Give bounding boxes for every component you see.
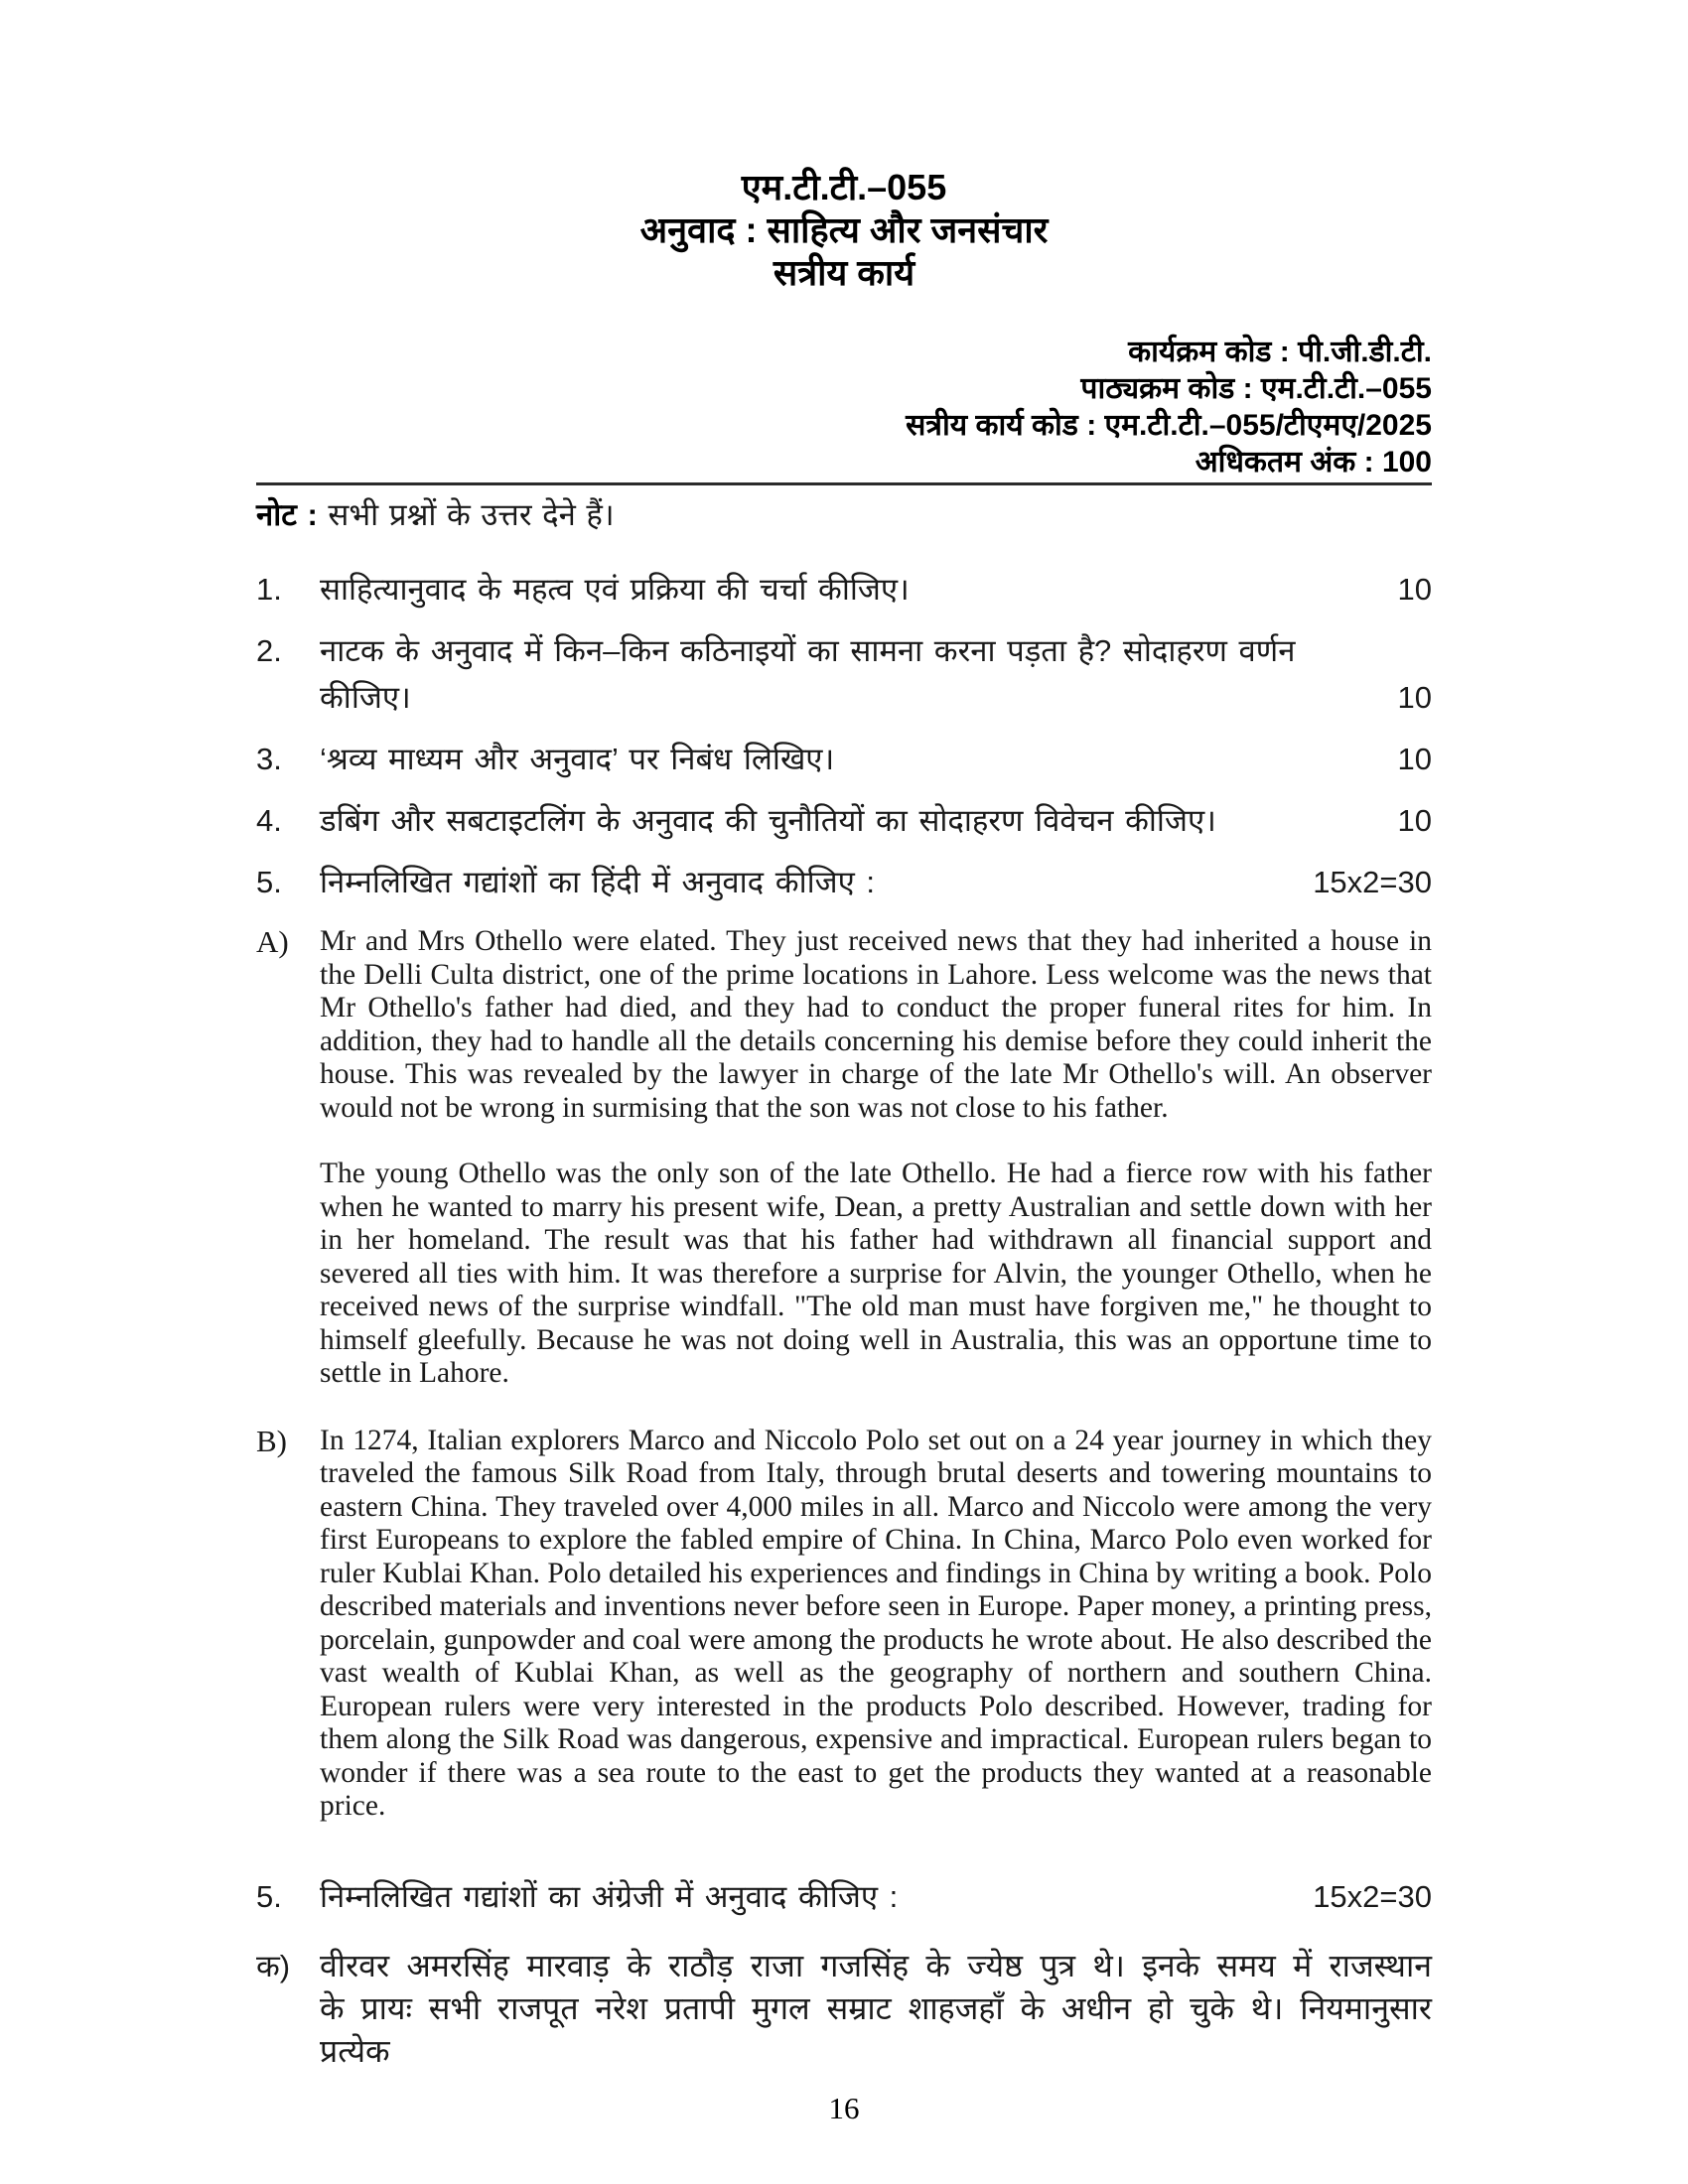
- question-marks: 10: [1397, 742, 1432, 776]
- course-code-heading: एम.टी.टी.–055: [741, 167, 947, 207]
- header-divider: [256, 482, 1432, 485]
- passage-a-body: [320, 925, 1432, 1391]
- question-marks: 10: [1397, 680, 1432, 715]
- question-marks: 15x2=30: [1313, 865, 1432, 899]
- note-text: सभी प्रश्नों के उत्तर देने हैं।: [328, 497, 615, 532]
- passage-ka-label: क): [256, 1948, 291, 1983]
- question-text: निम्नलिखित गद्यांशों का हिंदी में अनुवाद कीजिए :: [320, 865, 875, 899]
- assignment-code-line: सत्रीय कार्य कोड : एम.टी.टी.–055/टीएमए/2025: [906, 409, 1432, 442]
- question-marks: 10: [1397, 803, 1432, 838]
- question-row-5: [256, 859, 1432, 905]
- note-line: [256, 493, 1432, 537]
- question-marks: 15x2=30: [1313, 1878, 1432, 1914]
- question-number: 2.: [256, 633, 282, 668]
- question-number: 1.: [256, 572, 282, 607]
- passage-ka-paragraph-1: वीरवर अमरसिंह मारवाड़ के राठौड़ राजा गजसिंह के ज्येष्ठ पुत्र थे। इनके समय में राजस्थान के प्रायः सभी राजपूत नरेश प्रतापी मुगल सम्राट शाहजहाँ के अधीन हो चुके थे। नियमानुसार प्रत्येक: [320, 1947, 1432, 2069]
- passage-a-paragraph-2: The young Othello was the only son of the late Othello. He had a fierce row with his father when he wanted to marry his present wife, Dean, a pretty Australian and settle down with her in her homeland. The result was that his father had withdrawn all financial support and severed all ties with him. It was therefore a surprise for Alvin, the younger Othello, when he received news of the surprise windfall. "The old man must have forgiven me," he thought to himself gleefully. Because he was not doing well in Australia, this was an opportune time to settle in Lahore.: [320, 1158, 1432, 1389]
- question-marks: 10: [1397, 572, 1432, 607]
- question-number: 5.: [256, 865, 282, 899]
- question-number: 3.: [256, 742, 282, 776]
- codes-block: [256, 334, 1432, 480]
- question-text: निम्नलिखित गद्यांशों का अंग्रेजी में अनुवाद कीजिए :: [320, 1878, 899, 1914]
- passage-ka: [256, 1945, 1432, 2073]
- question-text: डबिंग और सबटाइटलिंग के अनुवाद की चुनौतियों का सोदाहरण विवेचन कीजिए।: [320, 803, 1216, 838]
- passage-b: [256, 1425, 1432, 1824]
- question-text: ‘श्रव्य माध्यम और अनुवाद’ पर निबंध लिखिए।: [320, 742, 835, 776]
- passage-a: [256, 925, 1432, 1391]
- passage-ka-body: [320, 1945, 1432, 2073]
- max-marks-line: अधिकतम अंक : 100: [1195, 446, 1432, 478]
- question-text: साहित्यानुवाद के महत्व एवं प्रक्रिया की चर्चा कीजिए।: [320, 572, 910, 607]
- question-row-2: [256, 627, 1432, 721]
- course-title: अनुवाद : साहित्य और जनसंचार: [639, 209, 1049, 250]
- note-label: नोट :: [256, 497, 318, 532]
- question-number: 4.: [256, 803, 282, 838]
- question-row-4: [256, 797, 1432, 844]
- question-text: नाटक के अनुवाद में किन–किन कठिनाइयों का सामना करना पड़ता है? सोदाहरण वर्णन कीजिए।: [320, 633, 1296, 715]
- question-row-1: [256, 566, 1432, 613]
- course-code-line: पाठ्यक्रम कोड : एम.टी.टी.–055: [1080, 372, 1432, 405]
- passage-b-body: [320, 1425, 1432, 1824]
- question-list: [256, 566, 1432, 905]
- programme-code-line: कार्यक्रम कोड : पी.जी.डी.टी.: [1128, 336, 1432, 368]
- page-content: [256, 0, 1432, 2073]
- question-number: 5.: [256, 1878, 282, 1914]
- passage-b-label: B): [256, 1423, 287, 1458]
- passage-a-label: A): [256, 924, 289, 959]
- passage-b-paragraph-1: In 1274, Italian explorers Marco and Niccolo Polo set out on a 24 year journey in which they traveled the famous Silk Road from Italy, through brutal deserts and towering mountains to eastern China. They traveled over 4,000 miles in all. Marco and Niccolo were among the very first Europeans to explore the fabled empire of China. In China, Marco Polo even worked for ruler Kublai Khan. Polo detailed his experiences and findings in China by writing a book. Polo described materials and inventions never before seen in Europe. Paper money, a printing press, porcelain, gunpowder and coal were among the products he wrote about. He also described the vast wealth of Kublai Khan, as well as the geography of northern and southern China. European rulers were very interested in the products Polo described. However, trading for them along the Silk Road was dangerous, expensive and impractical. European rulers began to wonder if there was a sea route to the east to get the products they wanted at a reasonable price.: [320, 1424, 1432, 1822]
- page-number: 16: [828, 2091, 860, 2125]
- title-block: [256, 166, 1432, 294]
- passage-a-paragraph-1: Mr and Mrs Othello were elated. They just received news that they had inherited a house in the Delli Culta district, one of the prime locations in Lahore. Less welcome was the news that Mr Othello's father had died, and they had to conduct the proper funeral rites for him. In addition, they had to handle all the details concerning his demise before they could inherit the house. This was revealed by the lawyer in charge of the late Mr Othello's will. An observer would not be wrong in surmising that the son was not close to his father.: [320, 925, 1432, 1124]
- question-row-3: [256, 736, 1432, 782]
- assignment-subtitle: सत्रीय कार्य: [773, 252, 915, 293]
- question-row-translation-english: [256, 1873, 1432, 1920]
